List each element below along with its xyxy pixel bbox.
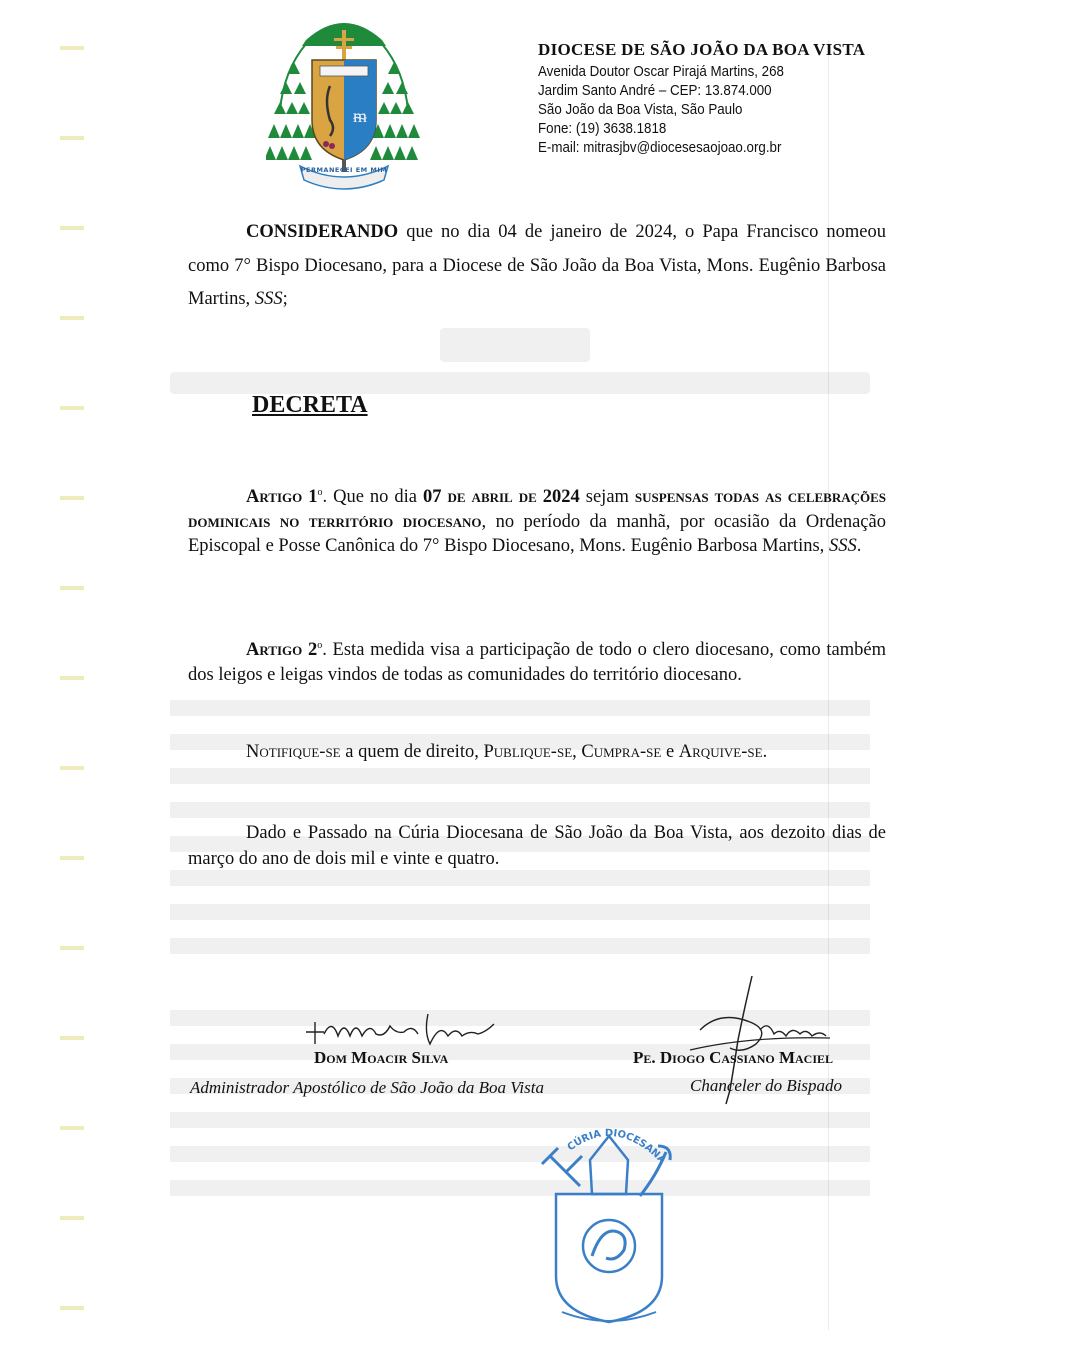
phone-line: Fone: (19) 3638.1818 (538, 121, 667, 137)
bleed-through-ghost (440, 328, 590, 362)
arquive-word: Arquive-se (678, 742, 763, 762)
address-line: Avenida Doutor Oscar Pirajá Martins, 268 (538, 64, 784, 80)
email-link[interactable]: E-mail: mitrasjbv@diocesesaojoao.org.br (538, 140, 782, 156)
signer-left-name: Dom Moacir Silva (314, 1048, 449, 1067)
sss-abbrev: SSS (254, 289, 283, 309)
coat-motto: PERMANECEI EM MIM (300, 166, 388, 174)
address-line: São João da Boa Vista, São Paulo (538, 102, 743, 118)
artigo-1-date: 07 de abril de 2024 (423, 487, 580, 508)
considerando-lead: CONSIDERANDO (246, 222, 399, 242)
address-line: Jardim Santo André – CEP: 13.874.000 (538, 83, 772, 99)
decreta-heading: DECRETA (252, 392, 368, 418)
notifique-text: . (762, 742, 768, 762)
notifique-text: e (661, 742, 679, 762)
signature-moacir (300, 1004, 500, 1054)
svg-text:ᵯ: ᵯ (352, 106, 368, 127)
considerando-end: ; (282, 289, 288, 309)
curia-diocesana-stamp (536, 1116, 682, 1330)
scan-edge-marks (60, 0, 84, 1350)
artigo-1-text: . Que no dia (322, 487, 424, 508)
svg-text:CÚRIA DIOCESANA: CÚRIA DIOCESANA (565, 1127, 668, 1167)
artigo-1-end: . (856, 536, 862, 557)
artigo-1-text: , no período da manhã, por ocasião da Ordenação Episcopal e Posse Canônica do 7° Bispo Diocesano, Mons. Eugênio Barbosa Martins, (188, 511, 886, 557)
notifique-text: a quem de direito, (340, 742, 484, 762)
artigo-1-label: Artigo 1 (246, 487, 318, 508)
signer-left-role: Administrador Apostólico de São João da Boa Vista (190, 1078, 544, 1097)
considerando-paragraph (188, 216, 886, 317)
diocese-coat-of-arms (266, 10, 422, 192)
sss-abbrev: SSS (828, 536, 857, 557)
publique-word: Publique-se (483, 742, 573, 762)
letterhead (538, 40, 898, 158)
notifique-text: , (572, 742, 582, 762)
artigo-1-paragraph (188, 481, 886, 559)
cumpra-word: Cumpra-se (581, 742, 662, 762)
signer-right-role: Chanceler do Bispado (690, 1076, 843, 1095)
diocese-name: DIOCESE DE SÃO JOÃO DA BOA VISTA (538, 40, 866, 59)
email-line[interactable] (538, 139, 869, 158)
notifique-word: Notifique-se (246, 742, 341, 762)
artigo-2-paragraph (188, 634, 886, 687)
artigo-1-ordinal: o (317, 487, 323, 498)
dado-text: Dado e Passado na Cúria Diocesana de São João da Boa Vista, aos dezoito dias de março do ano de dois mil e vinte e quatro. (188, 823, 886, 869)
bleed-through-ghost (170, 372, 870, 394)
artigo-2-ordinal: o (317, 640, 323, 651)
artigo-2-label: Artigo 2 (246, 640, 318, 661)
artigo-1-emphasis: suspensas todas as celebrações dominicais no território diocesano (188, 487, 887, 532)
notifique-paragraph (188, 740, 886, 764)
artigo-2-text: . Esta medida visa a participação de todo o clero diocesano, como também dos leigos e leigas vindos de todas as comunidades do território diocesano. (188, 640, 886, 685)
signer-right-name: Pe. Diogo Cassiano Maciel (633, 1048, 834, 1067)
artigo-1-text: sejam (579, 487, 635, 508)
considerando-text: que no dia 04 de janeiro de 2024, o Papa Francisco nomeou como 7° Bispo Diocesano, para a Diocese de São João da Boa Vista, Mons. Eugênio Barbosa Martins, (188, 222, 886, 309)
dado-paragraph (188, 820, 886, 872)
